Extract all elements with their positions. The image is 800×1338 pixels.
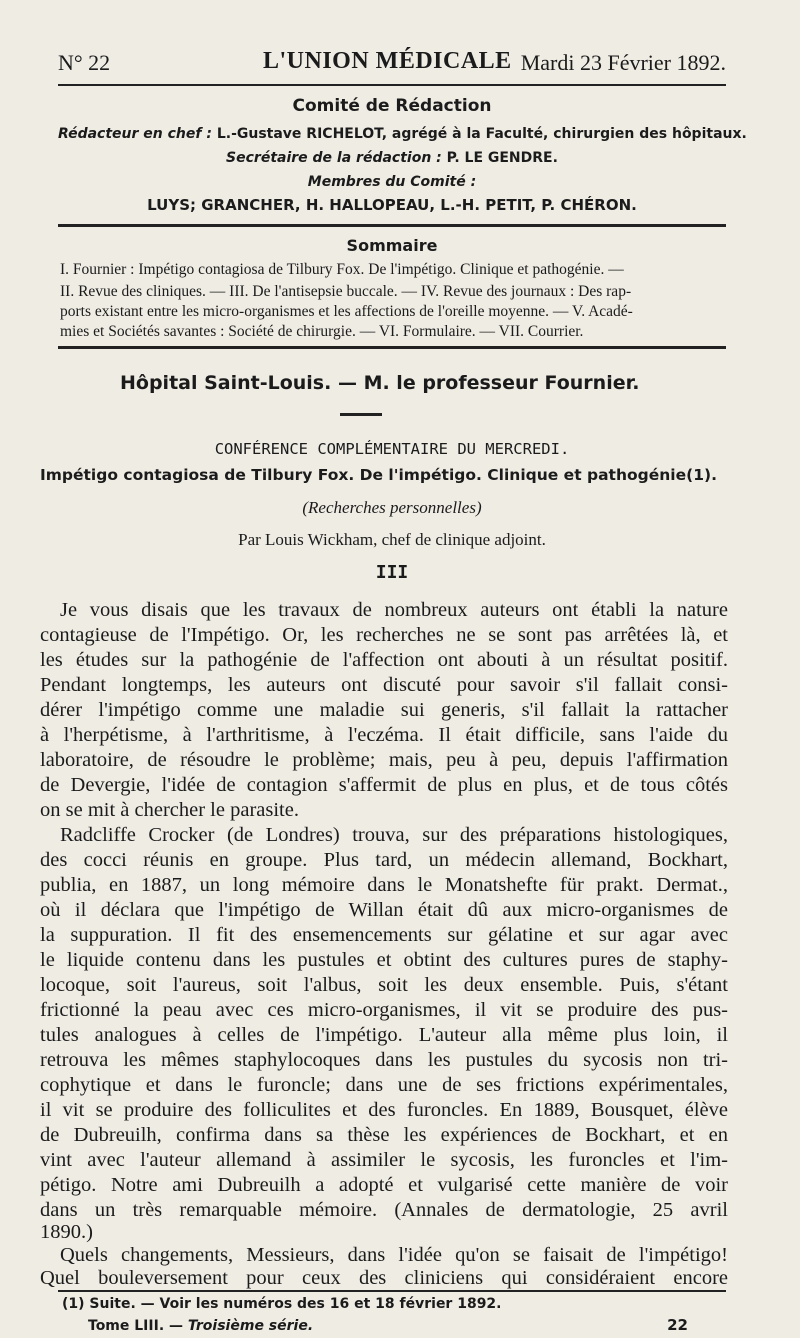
text-line: vint avec l'auteur allemand à assimiler le sycosis, les furoncles et l'im- (40, 1149, 728, 1171)
article-title: Impétigo contagiosa de Tilbury Fox. De l'impétigo. Clinique et pathogénie(1). (40, 466, 717, 484)
text-line: locoque, soit l'aureus, soit l'albus, soit les deux ensemble. Puis, s'étant (40, 974, 728, 996)
journal-title: L'UNION MÉDICALE (263, 48, 512, 74)
summary-line: II. Revue des cliniques. — III. De l'antisepsie buccale. — IV. Revue des journaux : Des rap- (60, 283, 632, 300)
text-line: on se mit à chercher le parasite. (40, 799, 299, 821)
hospital-heading: Hôpital Saint-Louis. — M. le professeur Fournier. (120, 372, 640, 394)
committee-members: LUYS; GRANCHER, H. HALLOPEAU, L.-H. PETIT, P. CHÉRON. (147, 196, 637, 214)
text-line: tules analogues à celles de l'impétigo. L'auteur alla même plus loin, il (40, 1024, 728, 1046)
text-line: Quels changements, Messieurs, dans l'idée qu'on se faisait de l'impétigo! (60, 1244, 728, 1266)
chief-editor: L.-Gustave RICHELOT, agrégé à la Faculté, chirurgien des hôpitaux. (216, 126, 747, 142)
text-line: Quel bouleversement pour ceux des cliniciens qui considéraient encore (40, 1267, 728, 1289)
text-line: dérer l'impétigo comme une maladie sui generis, s'il fallait la rattacher (40, 699, 728, 721)
text-line: laboratoire, de résoudre le problème; mais, peu à peu, depuis l'affirmation (40, 749, 728, 771)
summary-title: Sommaire (346, 236, 438, 255)
text-line: où il déclara que l'impétigo de Willan était dû aux micro-organismes de (40, 899, 728, 921)
text-line: le liquide contenu dans les pustules et obtint des cultures pures de staphy- (40, 949, 728, 971)
article-subtitle: (Recherches personnelles) (302, 498, 482, 517)
page-header (58, 48, 726, 78)
text-line: de Devergie, l'idée de contagion s'affermit de plus en plus, et de tous côtés (40, 774, 728, 796)
text-line: publia, en 1887, un long mémoire dans le Monatshefte für prakt. Dermat., (40, 874, 728, 896)
text-line: les études sur la pathogénie de l'affection ont abouti à un résultat positif. (40, 649, 728, 671)
header-rule (58, 84, 726, 86)
article-author: Par Louis Wickham, chef de clinique adjoint. (238, 530, 546, 549)
text-line: dans un très remarquable mémoire. (Annales de dermatologie, 25 avril (40, 1199, 728, 1221)
chief-editor-line (58, 126, 747, 142)
committee-rule (58, 224, 726, 227)
tome-label: Tome LIII. — (88, 1318, 184, 1334)
text-line: à l'herpétisme, à l'arthritisme, à l'eczéma. Il était difficile, sans l'aide du (40, 724, 728, 746)
footnote-rule (58, 1290, 726, 1292)
text-line: cophytique et dans le furoncle; dans une de ses frictions expérimentales, (40, 1074, 728, 1096)
text-line: Je vous disais que les travaux de nombreux auteurs ont établi la nature (60, 599, 728, 621)
issue-date: Mardi 23 Février 1892. (520, 50, 726, 75)
page-number: 22 (667, 1316, 688, 1334)
text-line: Radcliffe Crocker (de Londres) trouva, sur des préparations histologiques, (60, 824, 728, 846)
text-line: contagieuse de l'Impétigo. Or, les recherches ne se sont pas arrêtées là, et (40, 624, 728, 646)
text-line: Pendant longtemps, les auteurs ont discuté pour savoir s'il fallait consi- (40, 674, 728, 696)
text-line: il vit se produire des folliculites et des furoncles. En 1889, Bousquet, élève (40, 1099, 728, 1121)
summary-line: mies et Sociétés savantes : Société de chirurgie. — VI. Formulaire. — VII. Courrier. (60, 323, 584, 340)
conference-heading: CONFÉRENCE COMPLÉMENTAIRE DU MERCREDI. (214, 440, 570, 458)
text-line: 1890.) (40, 1221, 93, 1243)
section-number: III (375, 562, 409, 583)
secretary-line (58, 150, 726, 166)
text-line: retrouva les mêmes staphylocoques dans les pustules du sycosis non tri- (40, 1049, 728, 1071)
summary-line: ports existant entre les micro-organismes et les affections de l'oreille moyenne. — V. Acadé- (60, 303, 633, 320)
footnote: (1) Suite. — Voir les numéros des 16 et 18 février 1892. (62, 1296, 502, 1312)
members-label-line (58, 174, 726, 190)
secretary: P. LE GENDRE. (446, 150, 558, 166)
members-label: Membres du Comité : (307, 174, 477, 190)
text-line: de Dubreuilh, confirma dans sa thèse les expériences de Bockhart, et en (40, 1124, 728, 1146)
committee-title: Comité de Rédaction (292, 96, 492, 116)
text-line: pétigo. Notre ami Dubreuilh a adopté et vulgarisé cette manière de voir (40, 1174, 728, 1196)
short-divider (340, 413, 382, 416)
volume-info (88, 1318, 313, 1334)
summary-rule (58, 346, 726, 349)
secretary-label: Secrétaire de la rédaction : (226, 150, 442, 166)
chief-editor-label: Rédacteur en chef : (58, 126, 212, 142)
summary-line: I. Fournier : Impétigo contagiosa de Tilbury Fox. De l'impétigo. Clinique et pathogénie. — (60, 261, 624, 278)
text-line: frictionné la peau avec ces micro-organismes, il vit se produire des pus- (40, 999, 728, 1021)
text-line: la suppuration. Il fit des ensemencements sur gélatine et sur agar avec (40, 924, 728, 946)
series-label: Troisième série. (187, 1318, 314, 1334)
text-line: des cocci réunis en groupe. Plus tard, un médecin allemand, Bockhart, (40, 849, 728, 871)
issue-number: N° 22 (58, 50, 111, 75)
